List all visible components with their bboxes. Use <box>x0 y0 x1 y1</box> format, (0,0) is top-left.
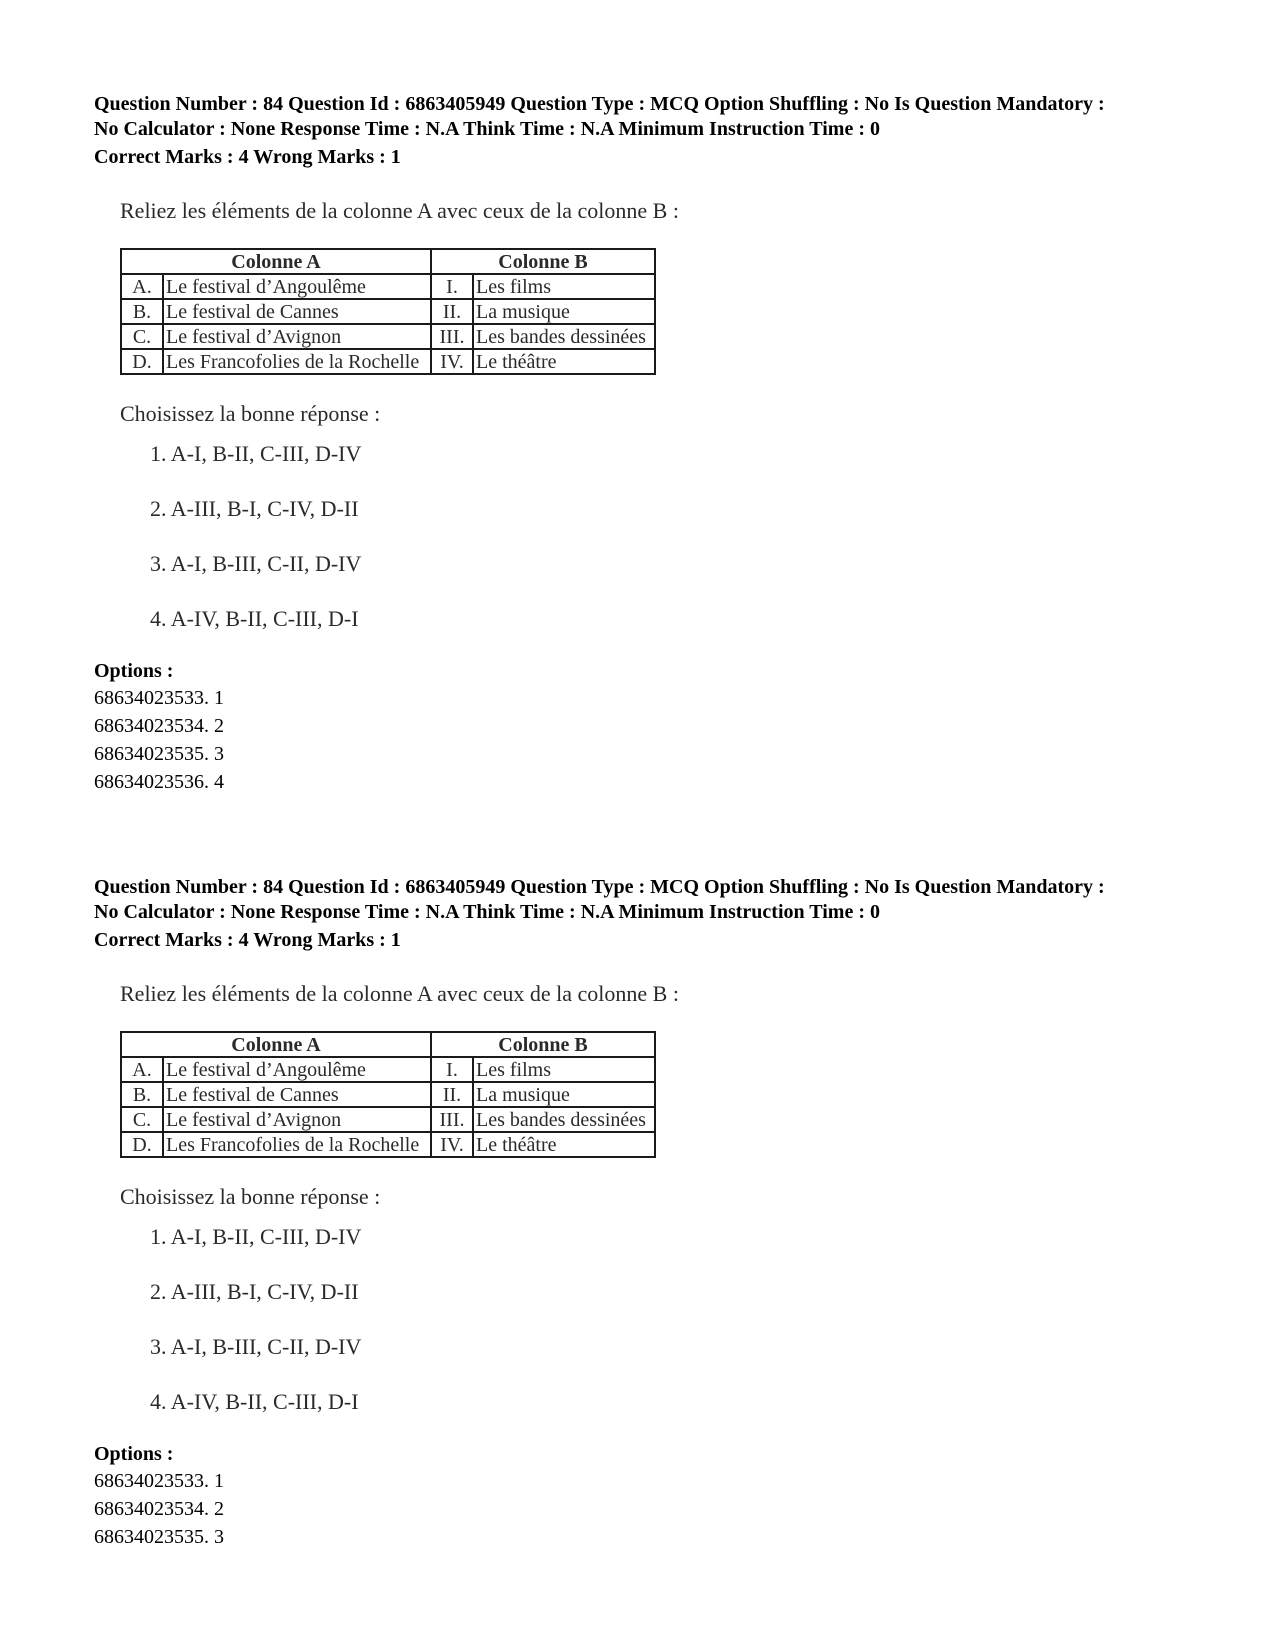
column-b-header: Colonne B <box>431 1032 655 1057</box>
table-row <box>121 299 655 324</box>
table-row <box>121 324 655 349</box>
matching-table-header <box>121 1032 655 1057</box>
column-a-header: Colonne A <box>121 249 431 274</box>
answer-choice: 3. A-I, B-III, C-II, D-IV <box>150 551 362 576</box>
column-b-item: Les films <box>473 1057 655 1082</box>
question-meta-line-2: No Calculator : None Response Time : N.A Think Time : N.A Minimum Instruction Time : 0 <box>94 901 880 923</box>
option-item: 68634023535. 3 <box>94 743 224 765</box>
column-a-item: Les Francofolies de la Rochelle <box>163 349 431 374</box>
column-b-item: Les bandes dessinées <box>473 1107 655 1132</box>
column-a-header: Colonne A <box>121 1032 431 1057</box>
matching-table <box>120 248 656 375</box>
options-heading: Options : <box>94 1443 174 1465</box>
column-b-item: Le théâtre <box>473 349 655 374</box>
options-heading: Options : <box>94 660 174 682</box>
column-a-item: Le festival d’Angoulême <box>163 1057 431 1082</box>
option-item: 68634023534. 2 <box>94 715 224 737</box>
answer-choice: 3. A-I, B-III, C-II, D-IV <box>150 1334 362 1359</box>
column-b-numeral: III. <box>431 1107 473 1132</box>
question-prompt: Reliez les éléments de la colonne A avec ceux de la colonne B : <box>120 981 679 1006</box>
question-meta-line-1: Question Number : 84 Question Id : 6863405949 Question Type : MCQ Option Shuffling : No Is Question Mandatory : <box>94 876 1105 898</box>
column-b-numeral: I. <box>431 1057 473 1082</box>
table-row <box>121 1082 655 1107</box>
column-a-item: Le festival de Cannes <box>163 1082 431 1107</box>
column-a-letter: A. <box>121 1057 163 1082</box>
question-content <box>120 981 1194 1415</box>
column-a-letter: A. <box>121 274 163 299</box>
question-marks: Correct Marks : 4 Wrong Marks : 1 <box>94 929 401 951</box>
column-a-item: Le festival d’Avignon <box>163 324 431 349</box>
column-b-item: La musique <box>473 299 655 324</box>
column-a-letter: B. <box>121 299 163 324</box>
column-a-item: Les Francofolies de la Rochelle <box>163 1132 431 1157</box>
option-item: 68634023533. 1 <box>94 1470 224 1492</box>
table-row <box>121 274 655 299</box>
option-item: 68634023535. 3 <box>94 1526 224 1548</box>
column-a-item: Le festival d’Avignon <box>163 1107 431 1132</box>
column-b-item: La musique <box>473 1082 655 1107</box>
column-b-item: Le théâtre <box>473 1132 655 1157</box>
column-b-numeral: II. <box>431 299 473 324</box>
answer-choice: 2. A-III, B-I, C-IV, D-II <box>150 496 359 521</box>
answer-choice: 1. A-I, B-II, C-III, D-IV <box>150 1224 362 1249</box>
table-row <box>121 1107 655 1132</box>
question-content <box>120 198 1194 632</box>
question-metadata <box>94 92 1194 170</box>
matching-table-header <box>121 249 655 274</box>
table-row <box>121 1057 655 1082</box>
answer-choice: 4. A-IV, B-II, C-III, D-I <box>150 1389 359 1414</box>
column-a-letter: C. <box>121 324 163 349</box>
choose-instruction: Choisissez la bonne réponse : <box>120 401 381 426</box>
column-a-letter: B. <box>121 1082 163 1107</box>
answer-choice: 4. A-IV, B-II, C-III, D-I <box>150 606 359 631</box>
option-item: 68634023536. 4 <box>94 771 224 793</box>
answer-choices <box>150 441 1194 632</box>
choose-instruction: Choisissez la bonne réponse : <box>120 1184 381 1209</box>
column-a-item: Le festival de Cannes <box>163 299 431 324</box>
table-row <box>121 349 655 374</box>
column-b-item: Les bandes dessinées <box>473 324 655 349</box>
column-b-numeral: II. <box>431 1082 473 1107</box>
column-a-letter: D. <box>121 1132 163 1157</box>
answer-choice: 1. A-I, B-II, C-III, D-IV <box>150 441 362 466</box>
question-marks: Correct Marks : 4 Wrong Marks : 1 <box>94 146 401 168</box>
column-a-letter: C. <box>121 1107 163 1132</box>
column-b-header: Colonne B <box>431 249 655 274</box>
column-b-item: Les films <box>473 274 655 299</box>
question-prompt: Reliez les éléments de la colonne A avec ceux de la colonne B : <box>120 198 679 223</box>
column-b-numeral: IV. <box>431 349 473 374</box>
column-b-numeral: IV. <box>431 1132 473 1157</box>
answer-choice: 2. A-III, B-I, C-IV, D-II <box>150 1279 359 1304</box>
option-item: 68634023533. 1 <box>94 687 224 709</box>
table-row <box>121 1132 655 1157</box>
column-a-letter: D. <box>121 349 163 374</box>
answer-choices <box>150 1224 1194 1415</box>
option-item: 68634023534. 2 <box>94 1498 224 1520</box>
question-metadata <box>94 875 1194 953</box>
column-b-numeral: I. <box>431 274 473 299</box>
column-a-item: Le festival d’Angoulême <box>163 274 431 299</box>
question-block <box>94 875 1194 1551</box>
matching-table <box>120 1031 656 1158</box>
question-block <box>94 92 1194 796</box>
question-meta-line-2: No Calculator : None Response Time : N.A Think Time : N.A Minimum Instruction Time : 0 <box>94 118 880 140</box>
question-meta-line-1: Question Number : 84 Question Id : 6863405949 Question Type : MCQ Option Shuffling : No Is Question Mandatory : <box>94 93 1105 115</box>
column-b-numeral: III. <box>431 324 473 349</box>
